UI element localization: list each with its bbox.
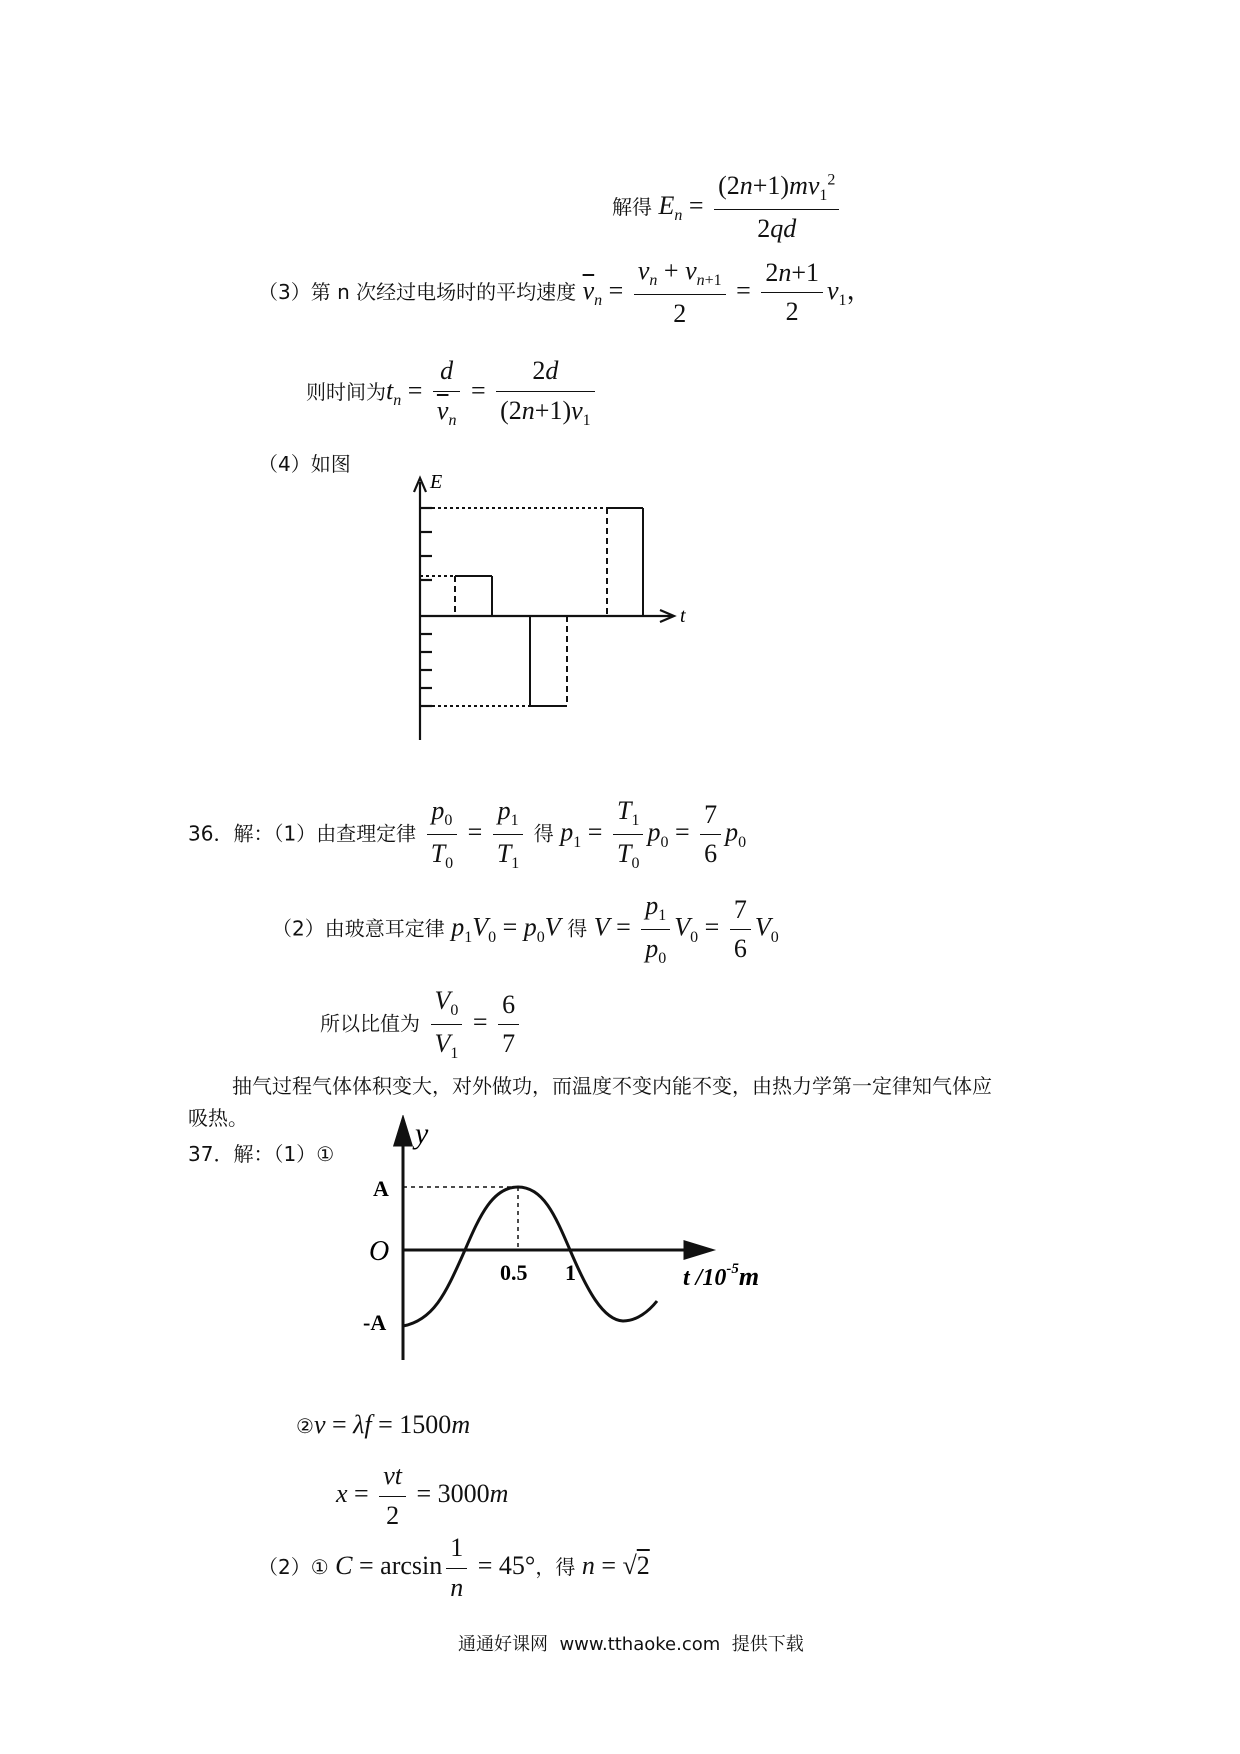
y-label: y: [415, 1117, 429, 1150]
formula-en: 解得 $E_n$ = $\frac{(2n+1)mv_1^2}{2qd}$: [612, 170, 843, 246]
q37-part2: （2）① C = arcsin $\frac{1}{n}$ = 45°，得 n = √2: [258, 1533, 650, 1602]
y-axis-arrow: [395, 1119, 411, 1145]
q36-line2: （2）由玻意耳定律 $p_1V_0 = p_0V$ 得 V = $\frac{p_1}{p_0}$ $V_0$ = $\frac{7}{6}$ $V_0$: [272, 891, 779, 968]
footer: 通通好课网 www.tthaoke.com 提供下载: [458, 1634, 804, 1655]
e-axis-label: E: [430, 471, 443, 493]
t-axis-label: t: [680, 605, 686, 627]
q36-explain-line1: 抽气过程气体体积变大，对外做功，而温度不变内能不变，由热力学第一定律知气体应: [232, 1074, 992, 1098]
negA-label: -A: [363, 1310, 387, 1335]
footer-url[interactable]: www.tthaoke.com: [559, 1634, 721, 1655]
wave-curve: [403, 1187, 657, 1326]
tick-1: 1: [565, 1260, 576, 1285]
A-label: A: [373, 1176, 389, 1201]
q36-ratio: 所以比值为 $\frac{V_0}{V_1}$ = $\frac{6}{7}$: [320, 985, 523, 1064]
q37-header: 37．解：（1）①: [188, 1142, 335, 1166]
t-unit-label: t $/10^{-5}m$: [683, 1261, 760, 1291]
q36-explain-line2: 吸热。: [188, 1106, 248, 1130]
q37-speed: ②v = λf = 1500m: [296, 1410, 471, 1439]
e-t-graph: [400, 470, 700, 750]
q37-distance: x = $\frac{vt}{2}$ = 3000m: [336, 1461, 509, 1530]
formula-time: 则时间为$t_n$ = $\frac{d}{\overline{v}_n}$ = $\frac{2d}{(2n+1)v_1}$: [306, 355, 599, 431]
q36-line1: 36．解：（1）由查理定律 $\frac{p_0}{T_0}$ = $\frac{p_1}{T_1}$ 得 $p_1$ = $\frac{T_1}{T_0}$ $p_0$ = $\frac{7}{6}$ $p_0$: [188, 796, 747, 873]
t-axis-arrow: [685, 1242, 711, 1258]
wave-graph: [355, 1115, 795, 1365]
p4-line: （4）如图: [258, 452, 351, 476]
formula-avg-velocity: （3）第 n 次经过电场时的平均速度 $\overline{v}_n$ = $\frac{v_n + v_{n+1}}{2}$ = $\frac{2n+1}{2}$ $v_1$，: [258, 256, 873, 329]
O-label: O: [369, 1236, 390, 1267]
tick-05: 0.5: [500, 1260, 528, 1285]
